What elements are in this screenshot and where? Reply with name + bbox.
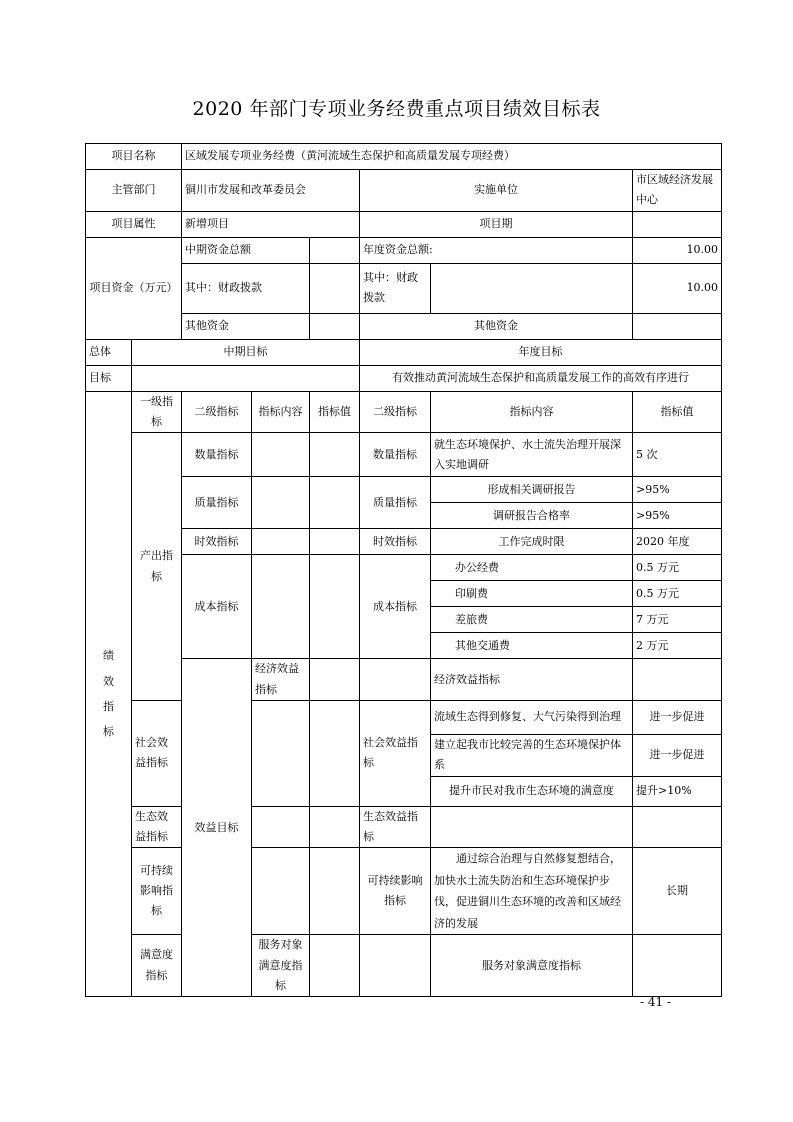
mid-goal-header: 中期目标 <box>132 339 360 365</box>
sustainable-content-mid <box>252 848 310 935</box>
ecological-value <box>633 806 722 848</box>
row-department <box>86 170 722 212</box>
row-economic <box>86 659 722 701</box>
row-quality-1 <box>86 477 722 503</box>
row-timeliness <box>86 529 722 555</box>
benefit-indicators-label: 效益目标 <box>182 659 252 997</box>
quantity-value: 5 次 <box>633 433 722 477</box>
header-level1: 一级指标 <box>132 391 182 433</box>
mid-goal-text <box>132 365 360 391</box>
timeliness-label-b: 时效指标 <box>360 529 431 555</box>
sustainable-label-b: 可持续影响指标 <box>360 848 431 935</box>
quantity-content: 就生态环境保护、水土流失治理开展深入实地调研 <box>431 433 633 477</box>
quantity-label-b: 数量指标 <box>360 433 431 477</box>
social-label: 社会效益指标 <box>132 701 182 807</box>
annual-fiscal-blank <box>431 263 633 313</box>
row-quantity <box>86 433 722 477</box>
row-goals-content <box>86 365 722 391</box>
quality-value-2: >95% <box>633 503 722 529</box>
department-value: 铜川市发展和改革委员会 <box>182 170 360 212</box>
ecological-content-mid <box>252 806 310 848</box>
header-content-b: 指标内容 <box>431 391 633 433</box>
timeliness-value-mid <box>310 529 360 555</box>
row-cost-1 <box>86 555 722 581</box>
page-number: - 41 - <box>640 995 672 1009</box>
attribute-label: 项目属性 <box>86 211 182 237</box>
period-label: 项目期 <box>360 211 633 237</box>
header-value: 指标值 <box>310 391 360 433</box>
satisfaction-value-mid <box>360 935 431 997</box>
quality-label: 质量指标 <box>182 477 252 529</box>
performance-table <box>85 143 722 997</box>
performance-indicators-label <box>86 391 132 997</box>
satisfaction-sub-label: 服务对象满意度指标 <box>252 935 310 997</box>
row-satisfaction <box>86 935 722 997</box>
mid-fiscal-value <box>310 263 360 313</box>
implementing-unit-label: 实施单位 <box>360 170 633 212</box>
social-content-1: 流域生态得到修复、大气污染得到治理 <box>431 701 633 735</box>
ecological-content <box>431 806 633 848</box>
satisfaction-content-mid <box>310 935 360 997</box>
row-sustainable <box>86 848 722 935</box>
cost-value-3: 7 万元 <box>633 607 722 633</box>
cost-content-2: 印刷费 <box>431 581 633 607</box>
cost-content-4: 其他交通费 <box>431 633 633 659</box>
mid-total-label: 中期资金总额 <box>182 237 310 263</box>
annual-fiscal-value: 10.00 <box>633 263 722 313</box>
mid-other-label: 其他资金 <box>182 313 310 339</box>
satisfaction-sub-label-b: 服务对象满意度指标 <box>431 935 633 997</box>
annual-other-label: 其他资金 <box>360 313 633 339</box>
annual-total-value: 10.00 <box>633 237 722 263</box>
row-funds-other <box>86 313 722 339</box>
mid-total-value <box>310 237 360 263</box>
cost-content-mid <box>252 555 310 659</box>
social-content-mid <box>252 701 310 807</box>
quantity-content-mid <box>252 433 310 477</box>
implementing-unit-value: 市区域经济发展中心 <box>633 170 722 212</box>
social-content-2: 建立起我市比较完善的生态环境保护体系 <box>431 735 633 777</box>
header-value-b: 指标值 <box>633 391 722 433</box>
annual-fiscal-label: 其中：财政拨款 <box>360 263 431 313</box>
cost-value-1: 0.5 万元 <box>633 555 722 581</box>
ecological-label-b: 生态效益指标 <box>360 806 431 848</box>
page-title: 2020 年部门专项业务经费重点项目绩效目标表 <box>192 98 601 120</box>
annual-other-value <box>633 313 722 339</box>
row-funds-total <box>86 237 722 263</box>
goals-label-2: 目标 <box>86 365 132 391</box>
quality-value-1: >95% <box>633 477 722 503</box>
economic-value-mid <box>360 659 431 701</box>
sustainable-value-mid <box>310 848 360 935</box>
satisfaction-label: 满意度指标 <box>132 935 182 997</box>
project-name-label: 项目名称 <box>86 144 182 170</box>
satisfaction-content <box>633 935 722 997</box>
social-content-3: 提升市民对我市生态环境的满意度 <box>431 776 633 806</box>
cost-content-1: 办公经费 <box>431 555 633 581</box>
social-value-2: 进一步促进 <box>633 735 722 777</box>
header-level2-b: 二级指标 <box>360 391 431 433</box>
cost-content-3: 差旅费 <box>431 607 633 633</box>
quality-label-b: 质量指标 <box>360 477 431 529</box>
quality-value-mid <box>310 477 360 529</box>
social-label-b: 社会效益指标 <box>360 701 431 807</box>
header-content: 指标内容 <box>252 391 310 433</box>
timeliness-value: 2020 年度 <box>633 529 722 555</box>
performance-indicators-text: 绩效指标 <box>103 649 114 739</box>
timeliness-label: 时效指标 <box>182 529 252 555</box>
row-project-name <box>86 144 722 170</box>
row-indicator-headers <box>86 391 722 433</box>
annual-goal-header: 年度目标 <box>360 339 722 365</box>
cost-value-mid <box>310 555 360 659</box>
timeliness-content-mid <box>252 529 310 555</box>
quantity-value-mid <box>310 433 360 477</box>
attribute-value: 新增项目 <box>182 211 360 237</box>
header-level2: 二级指标 <box>182 391 252 433</box>
economic-content-mid <box>310 659 360 701</box>
economic-label: 经济效益指标 <box>252 659 310 701</box>
quality-content-1: 形成相关调研报告 <box>431 477 633 503</box>
output-indicators-label: 产出指标 <box>132 433 182 701</box>
cost-label: 成本指标 <box>182 555 252 659</box>
sustainable-label: 可持续影响指标 <box>132 848 182 935</box>
economic-label-b: 经济效益指标 <box>431 659 633 701</box>
mid-other-value <box>310 313 360 339</box>
ecological-value-mid <box>310 806 360 848</box>
row-funds-fiscal <box>86 263 722 313</box>
period-value <box>633 211 722 237</box>
quantity-label: 数量指标 <box>182 433 252 477</box>
row-social-1 <box>86 701 722 735</box>
quality-content-mid <box>252 477 310 529</box>
cost-value-2: 0.5 万元 <box>633 581 722 607</box>
funds-label: 项目资金（万元） <box>86 237 182 339</box>
department-label: 主管部门 <box>86 170 182 212</box>
timeliness-content: 工作完成时限 <box>431 529 633 555</box>
sustainable-content: 通过综合治理与自然修复想结合，加快水土流失防治和生态环境保护步伐，促进铜川生态环境的改善和区域经济的发展 <box>431 848 633 935</box>
sustainable-value: 长期 <box>633 848 722 935</box>
economic-content <box>633 659 722 701</box>
social-value-3: 提升>10% <box>633 776 722 806</box>
ecological-label: 生态效益指标 <box>132 806 182 848</box>
row-goals-header <box>86 339 722 365</box>
goals-label-1: 总体 <box>86 339 132 365</box>
row-attribute <box>86 211 722 237</box>
annual-total-label: 年度资金总额: <box>360 237 633 263</box>
mid-fiscal-label: 其中：财政拨款 <box>182 263 310 313</box>
cost-value-4: 2 万元 <box>633 633 722 659</box>
row-ecological <box>86 806 722 848</box>
social-value-1: 进一步促进 <box>633 701 722 735</box>
cost-label-b: 成本指标 <box>360 555 431 659</box>
annual-goal-text: 有效推动黄河流域生态保护和高质量发展工作的高效有序进行 <box>360 365 722 391</box>
social-value-mid <box>310 701 360 807</box>
quality-content-2: 调研报告合格率 <box>431 503 633 529</box>
project-name-value: 区域发展专项业务经费（黄河流域生态保护和高质量发展专项经费） <box>182 144 722 170</box>
